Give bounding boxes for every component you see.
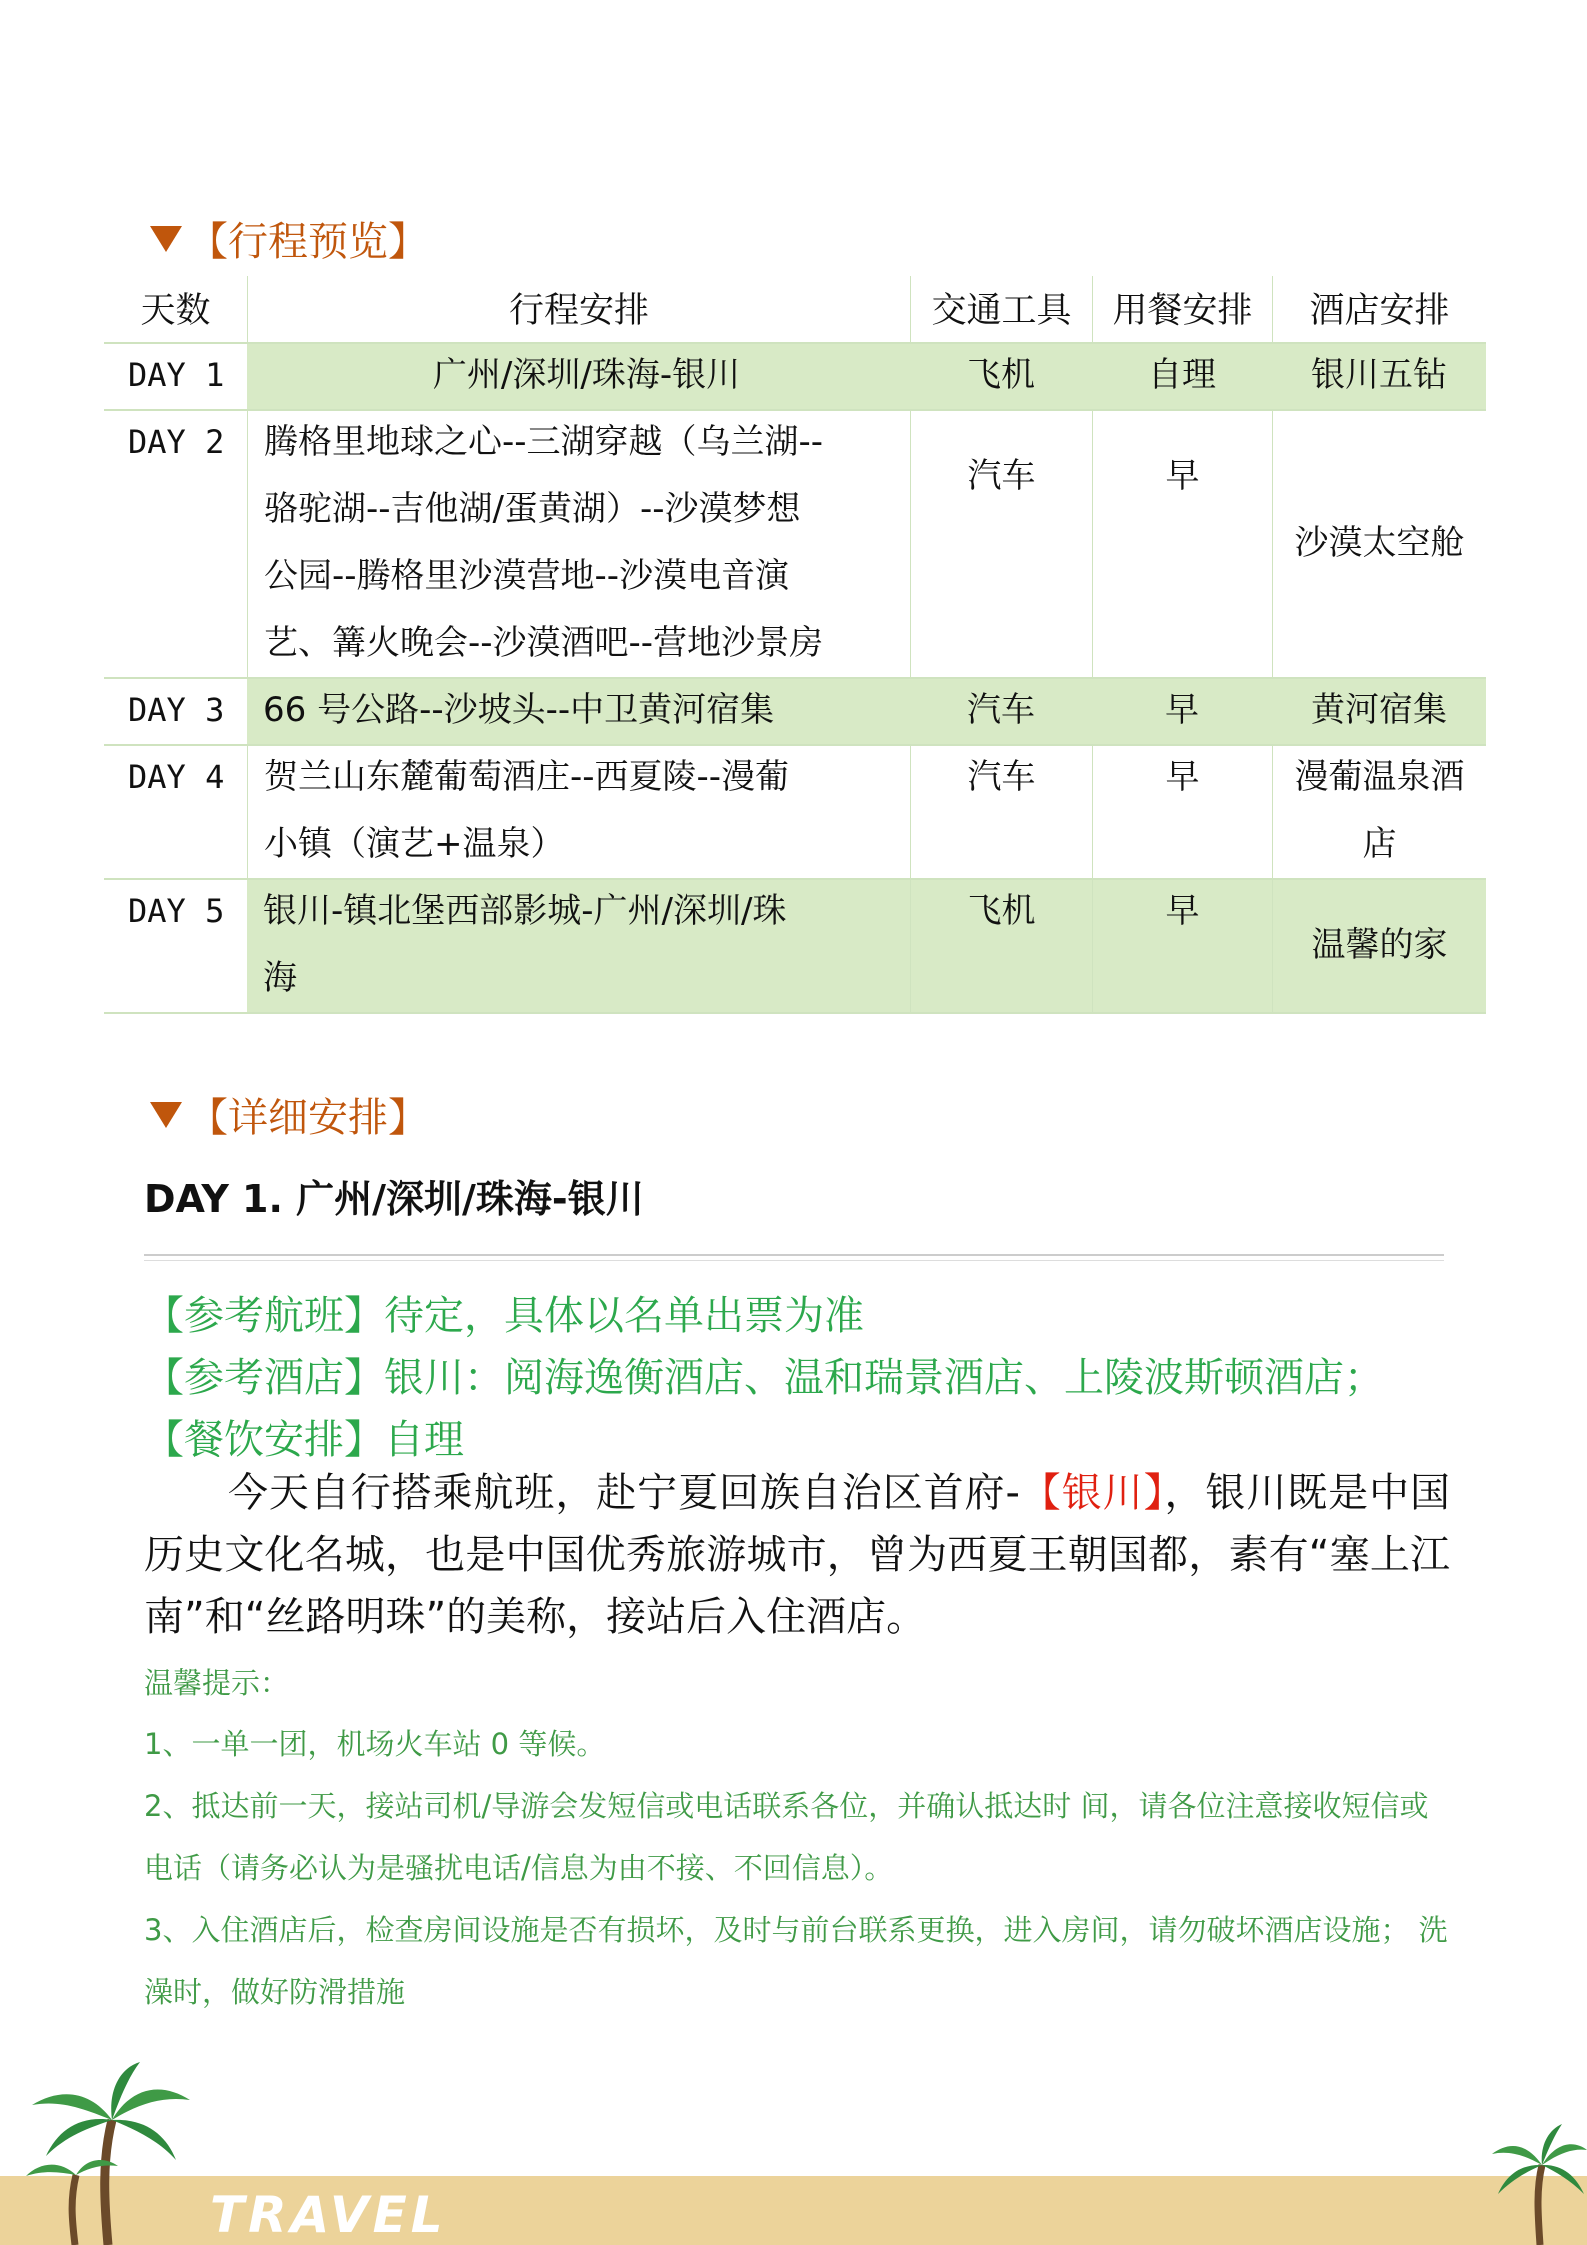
plan-line: 海 xyxy=(263,958,297,998)
hotel-info: 【参考酒店】银川：阅海逸衡酒店、温和瑞景酒店、上陵波斯顿酒店； xyxy=(144,1355,1384,1401)
header-meal: 用餐安排 xyxy=(1092,276,1272,342)
row-hotel xyxy=(1272,878,1486,1012)
travel-logo-text: TRAVEL xyxy=(210,2186,447,2244)
table-header-row xyxy=(104,276,1486,342)
triangle-down-icon xyxy=(150,226,182,252)
row-meal: 早 xyxy=(1092,409,1272,677)
row-transport: 汽车 xyxy=(910,744,1092,878)
table-gridline xyxy=(104,744,1486,746)
row-transport: 飞机 xyxy=(910,878,1092,1012)
row-transport: 飞机 xyxy=(910,342,1092,409)
hotel-line: 漫葡温泉酒 xyxy=(1294,757,1465,797)
row-transport: 汽车 xyxy=(910,409,1092,677)
flight-info: 【参考航班】待定，具体以名单出票为准 xyxy=(144,1293,864,1339)
day-description xyxy=(144,1462,1450,1648)
divider xyxy=(144,1254,1444,1256)
plan-line: 公园--腾格里沙漠营地--沙漠电音演 xyxy=(264,556,790,596)
row-meal: 早 xyxy=(1092,878,1272,1012)
row-hotel: 黄河宿集 xyxy=(1272,677,1486,744)
row-plan xyxy=(247,878,910,1012)
meal-info: 【餐饮安排】自理 xyxy=(144,1417,464,1463)
tip-item: 2、抵达前一天，接站司机/导游会发短信或电话联系各位，并确认抵达时 间，请各位注意接收短信或电话（请务必认为是骚扰电话/信息为由不接、不回信息）。 xyxy=(144,1789,1429,1885)
row-hotel xyxy=(1272,409,1486,677)
row-day: DAY 3 xyxy=(128,691,225,729)
table-gridline xyxy=(104,409,1486,411)
table-gridline xyxy=(104,1012,1486,1014)
row-day: DAY 1 xyxy=(128,356,225,394)
divider xyxy=(144,1260,1444,1261)
hotel-line: 温馨的家 xyxy=(1311,924,1448,965)
plan-line: 艺、篝火晚会--沙漠酒吧--营地沙景房 xyxy=(264,623,824,663)
palm-tree-icon xyxy=(20,2060,200,2245)
description-text: 今天自行搭乘航班，赴宁夏回族自治区首府- xyxy=(228,1470,1020,1516)
hotel-line: 沙漠太空舱 xyxy=(1294,522,1465,563)
row-plan: 66 号公路--沙坡头--中卫黄河宿集 xyxy=(247,677,910,744)
header-day: 天数 xyxy=(140,291,211,331)
day-heading: DAY 1. 广州/深圳/珠海-银川 xyxy=(144,1177,644,1221)
table-gridline xyxy=(104,342,1486,344)
plan-line: 银川-镇北堡西部影城-广州/深圳/珠 xyxy=(263,891,787,931)
table-gridline xyxy=(104,878,1486,880)
hotel-line: 店 xyxy=(1362,824,1397,864)
row-hotel: 银川五钻 xyxy=(1272,342,1486,409)
tip-item: 1、一单一团，机场火车站 0 等候。 xyxy=(144,1727,606,1761)
row-meal: 早 xyxy=(1092,744,1272,878)
row-meal: 早 xyxy=(1092,677,1272,744)
plan-line: 腾格里地球之心--三湖穿越（乌兰湖-- xyxy=(264,422,824,462)
palm-tree-icon xyxy=(1490,2120,1587,2245)
row-hotel xyxy=(1272,744,1486,878)
row-transport: 汽车 xyxy=(910,677,1092,744)
tips-title: 温馨提示： xyxy=(144,1666,290,1700)
city-highlight: 【银川】 xyxy=(1019,1470,1165,1516)
row-plan xyxy=(247,744,910,878)
row-plan xyxy=(247,409,910,677)
row-day: DAY 4 xyxy=(128,758,225,796)
row-plan: 广州/深圳/珠海-银川 xyxy=(247,342,910,409)
row-meal: 自理 xyxy=(1092,342,1272,409)
table-row xyxy=(104,677,1486,744)
detail-title: 【详细安排】 xyxy=(150,1086,428,1143)
description-text: ，银川既是中国历史文化名城，也是中国优秀旅游城市，曾为西夏王朝国都，素有“塞上江南”和“丝路明珠”的美称，接站后入住酒店。 xyxy=(144,1470,1450,1640)
header-hotel: 酒店安排 xyxy=(1272,276,1486,342)
tip-item: 3、入住酒店后，检查房间设施是否有损坏，及时与前台联系更换，进入房间，请勿破坏酒店设施； 洗澡时，做好防滑措施 xyxy=(144,1913,1448,2009)
plan-line: 小镇（演艺+温泉） xyxy=(264,824,565,864)
header-transport: 交通工具 xyxy=(910,276,1092,342)
table-row xyxy=(104,409,1486,677)
triangle-down-icon xyxy=(150,1102,182,1128)
table-row xyxy=(104,878,1486,1012)
overview-title: 【行程预览】 xyxy=(150,210,428,267)
plan-line: 骆驼湖--吉他湖/蛋黄湖）--沙漠梦想 xyxy=(264,489,801,529)
table-row xyxy=(104,744,1486,878)
table-gridline xyxy=(104,677,1486,679)
table-row xyxy=(104,342,1486,409)
plan-line: 贺兰山东麓葡萄酒庄--西夏陵--漫葡 xyxy=(264,757,790,797)
row-day: DAY 5 xyxy=(104,878,247,1012)
row-day: DAY 2 xyxy=(128,423,225,461)
header-plan: 行程安排 xyxy=(247,276,910,342)
